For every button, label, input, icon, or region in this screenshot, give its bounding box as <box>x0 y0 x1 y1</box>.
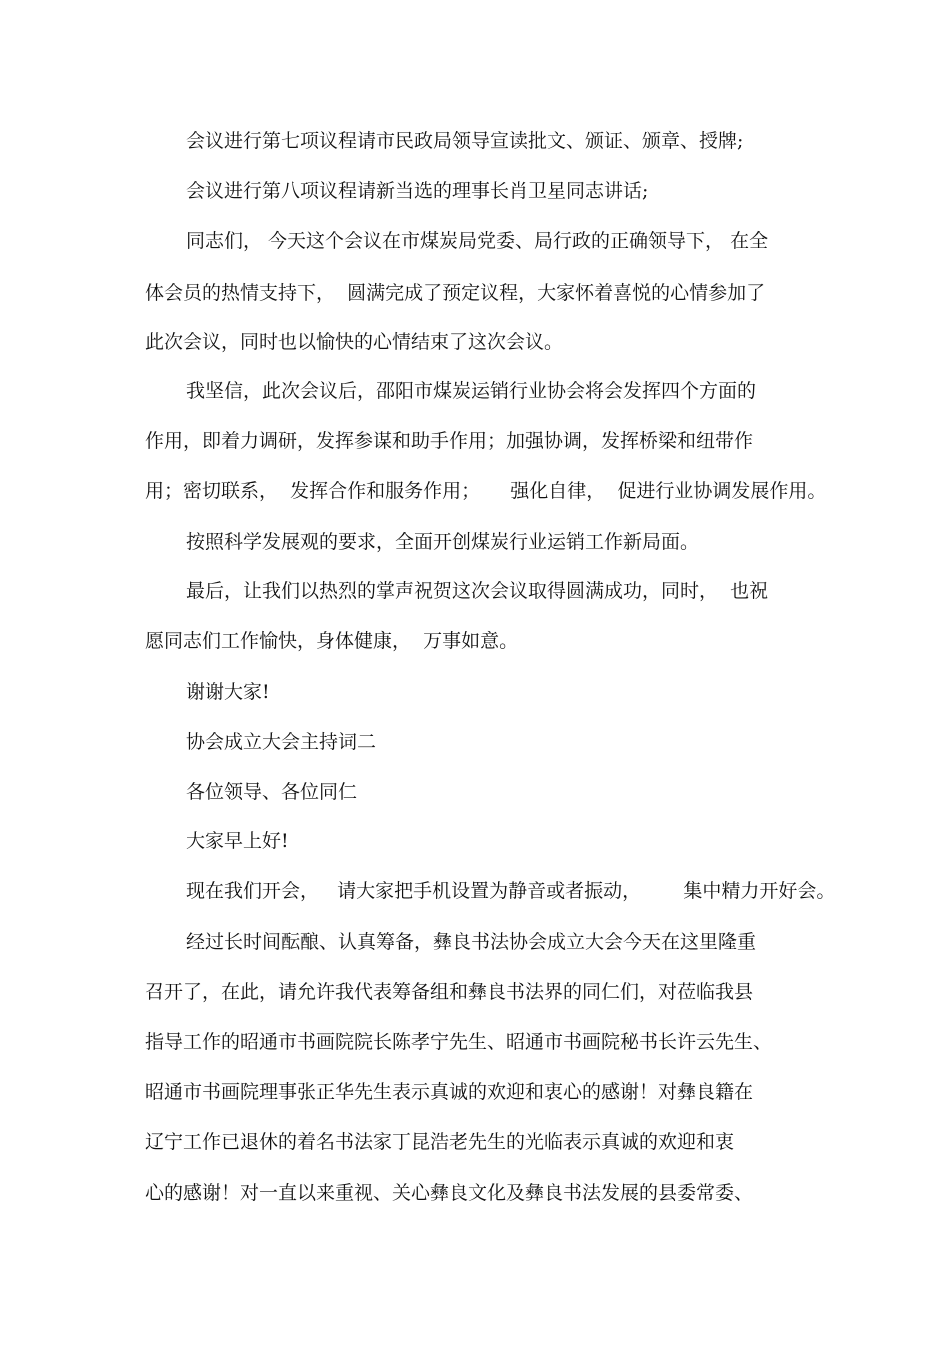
paragraph-line: 各位领导、各位同仁 <box>186 781 358 803</box>
paragraph-line: 会议进行第八项议程请新当选的理事长肖卫星同志讲话; <box>186 180 649 202</box>
paragraph-line: 现在我们开会， 请大家把手机设置为静音或者振动， 集中精力开好会。 <box>186 880 836 902</box>
paragraph-line: 最后，让我们以热烈的掌声祝贺这次会议取得圆满成功，同时， 也祝 <box>186 580 769 602</box>
paragraph-line: 心的感谢！对一直以来重视、关心彝良文化及彝良书法发展的县委常委、 <box>145 1182 754 1204</box>
paragraph-line: 谢谢大家! <box>186 681 270 703</box>
paragraph-line: 我坚信，此次会议后，邵阳市煤炭运销行业协会将会发挥四个方面的 <box>186 380 757 402</box>
paragraph-line: 召开了，在此，请允许我代表筹备组和彝良书法界的同仁们，对莅临我县 <box>145 981 754 1003</box>
paragraph-line: 昭通市书画院理事张正华先生表示真诚的欢迎和衷心的感谢！对彝良籍在 <box>145 1081 754 1103</box>
section-heading: 协会成立大会主持词二 <box>186 731 377 753</box>
paragraph-line: 作用，即着力调研，发挥参谋和助手作用；加强协调，发挥桥梁和纽带作 <box>145 430 754 452</box>
paragraph-line: 辽宁工作已退休的着名书法家丁昆浩老先生的光临表示真诚的欢迎和衷 <box>145 1131 735 1153</box>
paragraph-line: 同志们， 今天这个会议在市煤炭局党委、局行政的正确领导下， 在全 <box>186 230 769 252</box>
paragraph-line: 指导工作的昭通市书画院院长陈孝宁先生、昭通市书画院秘书长许云先生、 <box>145 1031 773 1053</box>
paragraph-line: 经过长时间酝酿、认真筹备，彝良书法协会成立大会今天在这里隆重 <box>186 931 757 953</box>
paragraph-line: 体会员的热情支持下， 圆满完成了预定议程，大家怀着喜悦的心情参加了 <box>145 282 766 304</box>
paragraph-line: 大家早上好! <box>186 830 289 852</box>
paragraph-line: 愿同志们工作愉快，身体健康， 万事如意。 <box>145 630 519 652</box>
paragraph-line: 会议进行第七项议程请市民政局领导宣读批文、颁证、颁章、授牌; <box>186 130 744 152</box>
paragraph-line: 用；密切联系， 发挥合作和服务作用； 强化自律， 促进行业协调发展作用。 <box>145 480 827 502</box>
paragraph-line: 此次会议，同时也以愉快的心情结束了这次会议。 <box>145 331 564 353</box>
paragraph-line: 按照科学发展观的要求，全面开创煤炭行业运销工作新局面。 <box>186 531 700 553</box>
